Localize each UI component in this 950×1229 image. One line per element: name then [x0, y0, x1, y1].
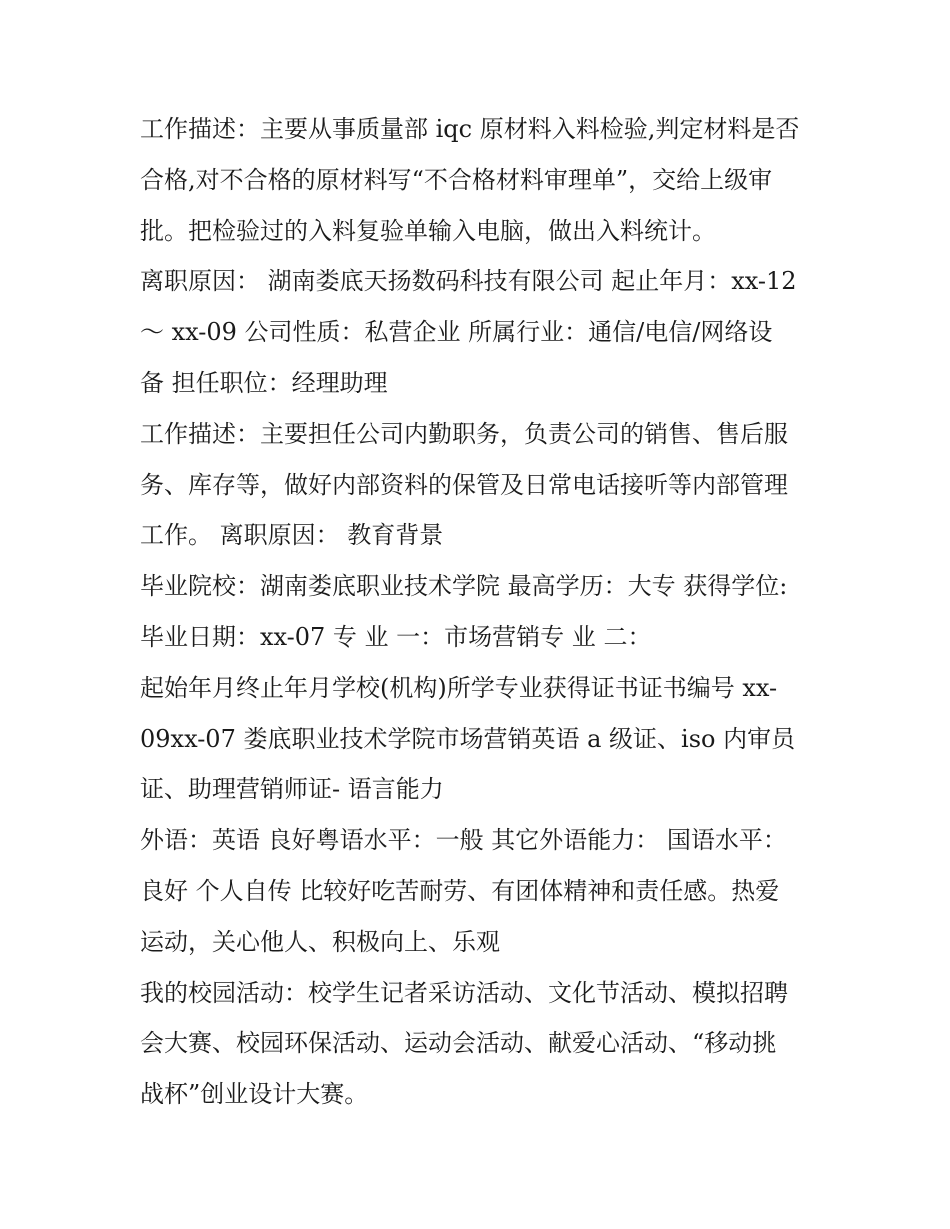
text-line: ～ xx-09 公司性质：私营企业 所属行业：通信/电信/网络设	[140, 318, 773, 347]
text-line: 战杯”创业设计大赛。	[140, 1080, 369, 1109]
text-line: 工作描述：主要担任公司内勤职务，负责公司的销售、售后服	[140, 419, 788, 448]
text-line: 09xx-07 娄底职业技术学院市场营销英语 a 级证、iso 内审员	[140, 724, 796, 753]
text-line: 务、库存等，做好内部资料的保管及日常电话接听等内部管理	[140, 470, 788, 499]
text-line: 合格,对不合格的原材料写“不合格材料审理单”，交给上级审	[140, 165, 773, 194]
text-line: 毕业日期：xx-07 专 业 一：市场营销专 业 二：	[140, 622, 652, 651]
document-body	[140, 104, 820, 1120]
text-line: 工作。 离职原因： 教育背景	[140, 521, 444, 550]
text-line: 外语：英语 良好粤语水平：一般 其它外语能力： 国语水平：	[140, 826, 787, 855]
text-line: 我的校园活动：校学生记者采访活动、文化节活动、模拟招聘	[140, 978, 788, 1007]
text-line: 毕业院校：湖南娄底职业技术学院 最高学历：大专 获得学位:	[140, 572, 788, 601]
text-line: 运动，关心他人、积极向上、乐观	[140, 927, 500, 956]
text-line: 工作描述：主要从事质量部 iqc 原材料入料检验,判定材料是否	[140, 115, 800, 143]
text-line: 会大赛、校园环保活动、运动会活动、献爱心活动、“移动挑	[140, 1029, 777, 1058]
text-line: 证、助理营销师证- 语言能力	[140, 775, 444, 804]
text-line: 批。把检验过的入料复验单输入电脑，做出入料统计。	[140, 216, 716, 245]
text-line: 备 担任职位：经理助理	[140, 368, 388, 397]
text-line: 良好 个人自传 比较好吃苦耐劳、有团体精神和责任感。热爱	[140, 876, 780, 905]
text-line: 离职原因： 湖南娄底天扬数码科技有限公司 起止年月：xx-12	[140, 267, 797, 296]
text-line: 起始年月终止年月学校(机构)所学专业获得证书证书编号 xx-	[140, 673, 778, 702]
